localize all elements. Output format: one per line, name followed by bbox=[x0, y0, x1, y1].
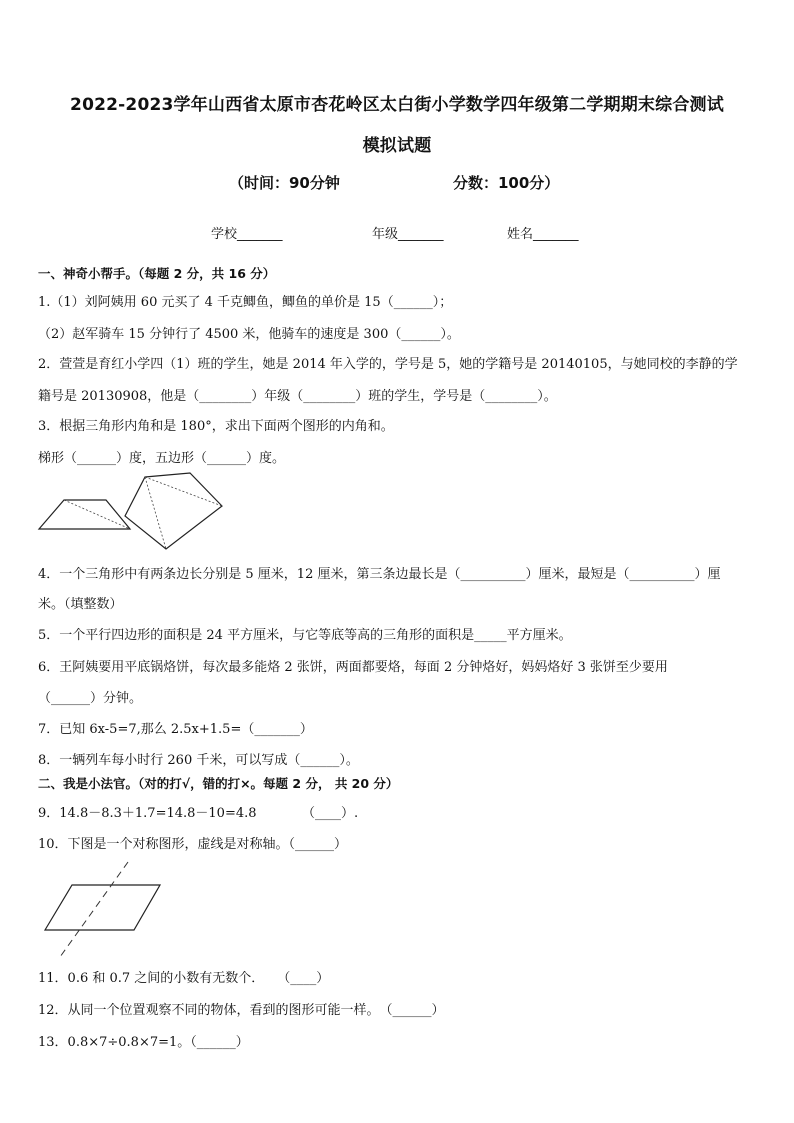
question-8: 8．一辆列车每小时行 260 千米，可以写成（______）。 bbox=[38, 753, 359, 768]
question-2-line2: 籍号是 20130908，他是（________）年级（________）班的学生，学号是（________）。 bbox=[38, 389, 557, 404]
question-1-part2: （2）赵军骑车 15 分钟行了 4500 米，他骑车的速度是 300（______）。 bbox=[38, 327, 460, 342]
section-2-heading: 二、我是小法官。（对的打√，错的打×。每题 2 分， 共 20 分） bbox=[38, 776, 399, 791]
score-label: 分数：100分） bbox=[453, 174, 560, 192]
question-3-line1: 3．根据三角形内角和是 180°，求出下面两个图形的内角和。 bbox=[38, 419, 394, 434]
question-12: 12．从同一个位置观察不同的物体，看到的图形可能一样。 （______） bbox=[38, 1003, 445, 1018]
question-6-line2: （______）分钟。 bbox=[38, 691, 143, 706]
exam-title-line1: 2022-2023学年山西省太原市杏花岭区太白街小学数学四年级第二学期期末综合测试 bbox=[70, 95, 724, 115]
question-2-line1: 2．萱萱是育红小学四（1）班的学生，她是 2014 年入学的，学号是 5，她的学籍号是 20140105，与她同校的李静的学 bbox=[38, 357, 738, 372]
question-1-part1: 1.（1）刘阿姨用 60 元买了 4 千克鲫鱼，鲫鱼的单价是 15（______）； bbox=[38, 295, 453, 310]
time-label: （时间：90分钟 bbox=[229, 174, 340, 192]
parallelogram-figure bbox=[40, 860, 165, 960]
question-4-line2: 米。（填整数） bbox=[38, 597, 123, 612]
question-7: 7．已知 6x-5=7,那么 2.5x+1.5=（_______） bbox=[38, 722, 313, 737]
question-4-line1: 4．一个三角形中有两条边长分别是 5 厘米，12 厘米，第三条边最长是（__________）厘米，最短是（__________）厘 bbox=[38, 567, 721, 582]
question-3-line2: 梯形（______）度，五边形（______）度。 bbox=[38, 451, 286, 466]
question-5: 5．一个平行四边形的面积是 24 平方厘米，与它等底等高的三角形的面积是_____平方厘米。 bbox=[38, 628, 572, 643]
question-13: 13．0.8×7÷0.8×7=1。（______） bbox=[38, 1035, 249, 1050]
school-field: 学校_______ bbox=[211, 227, 283, 242]
question-9: 9．14.8－8.3＋1.7=14.8－10=4.8 （____）. bbox=[38, 806, 359, 821]
exam-title-line2: 模拟试题 bbox=[362, 136, 432, 156]
pentagon-figure bbox=[120, 470, 230, 552]
section-1-heading: 一、神奇小帮手。（每题 2 分，共 16 分） bbox=[38, 266, 276, 281]
question-10: 10．下图是一个对称图形，虚线是对称轴。（______） bbox=[38, 837, 348, 852]
question-6-line1: 6．王阿姨要用平底锅烙饼，每次最多能烙 2 张饼，两面都要烙，每面 2 分钟烙好，妈妈烙好 3 张饼至少要用 bbox=[38, 660, 668, 675]
name-field: 姓名_______ bbox=[507, 227, 579, 242]
grade-field: 年级_______ bbox=[372, 227, 444, 242]
question-11: 11．0.6 和 0.7 之间的小数有无数个． （____） bbox=[38, 971, 330, 986]
